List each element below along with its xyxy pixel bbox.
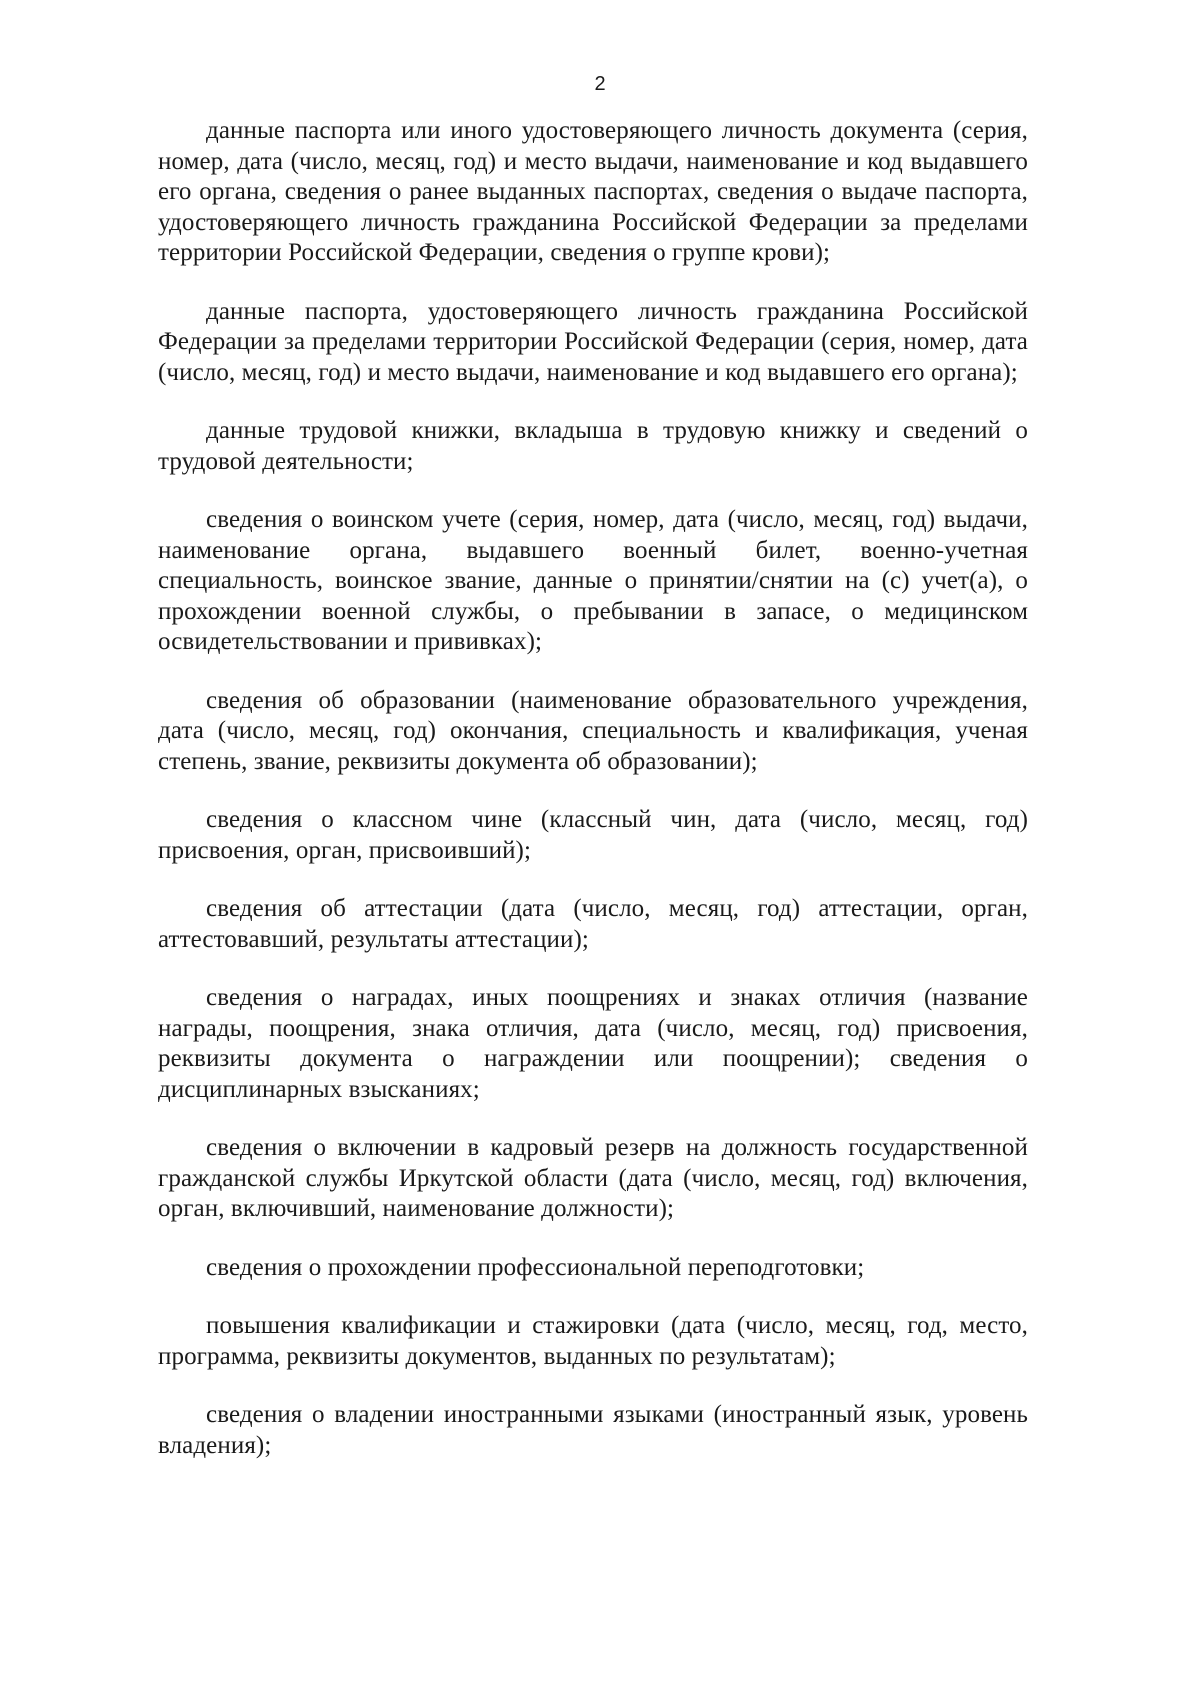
- paragraph-education: сведения об образовании (наименование образовательного учреждения, дата (число, месяц, год) окончания, специальность и квалификация, ученая степень, звание, реквизиты документа об образовании);: [158, 686, 1028, 775]
- paragraph-employment-record: данные трудовой книжки, вкладыша в трудовую книжку и сведений о трудовой деятельности;: [158, 417, 1028, 475]
- paragraph-personnel-reserve: сведения о включении в кадровый резерв на должность государственной гражданской службы Иркутской области (дата (число, месяц, год) включения, орган, включивший, наименование должности);: [158, 1134, 1028, 1222]
- paragraph-retraining: сведения о прохождении профессиональной переподготовки;: [206, 1253, 865, 1281]
- page-number: 2: [594, 73, 606, 95]
- document-body: [158, 116, 1028, 1489]
- paragraph-class-rank: сведения о классном чине (классный чин, дата (число, месяц, год) присвоения, орган, присвоивший);: [158, 806, 1028, 864]
- paragraph-passport: данные паспорта или иного удостоверяющего личность документа (серия, номер, дата (число, месяц, год) и место выдачи, наименование и код выдавшего его органа, сведения о ранее выданных паспортах, сведения о выдаче паспорта, удостоверяющего личность гражданина Российской Федерации за пределами территории Российской Федерации, сведения о группе крови);: [158, 117, 1028, 266]
- paragraph-awards: сведения о наградах, иных поощрениях и знаках отличия (название награды, поощрения, знака отличия, дата (число, месяц, год) присвоения, реквизиты документа о награждении или поощрении); сведения о дисциплинарных взысканиях;: [158, 984, 1028, 1103]
- paragraph-qualification: повышения квалификации и стажировки (дата (число, месяц, год, место, программа, реквизиты документов, выданных по результатам);: [158, 1312, 1028, 1370]
- paragraph-foreign-passport: данные паспорта, удостоверяющего личность гражданина Российской Федерации за пределами территории Российской Федерации (серия, номер, дата (число, месяц, год) и место выдачи, наименование и код выдавшего его органа);: [158, 297, 1028, 386]
- paragraph-attestation: сведения об аттестации (дата (число, месяц, год) аттестации, орган, аттестовавший, результаты аттестации);: [158, 895, 1028, 953]
- paragraph-languages: сведения о владении иностранными языками (иностранный язык, уровень владения);: [158, 1401, 1028, 1459]
- paragraph-military-record: сведения о воинском учете (серия, номер, дата (число, месяц, год) выдачи, наименование органа, выдавшего военный билет, военно-учетная специальность, воинское звание, данные о принятии/снятии на (с) учет(а), о прохождении военной службы, о пребывании в запасе, о медицинском освидетельствовании и прививках);: [158, 506, 1028, 655]
